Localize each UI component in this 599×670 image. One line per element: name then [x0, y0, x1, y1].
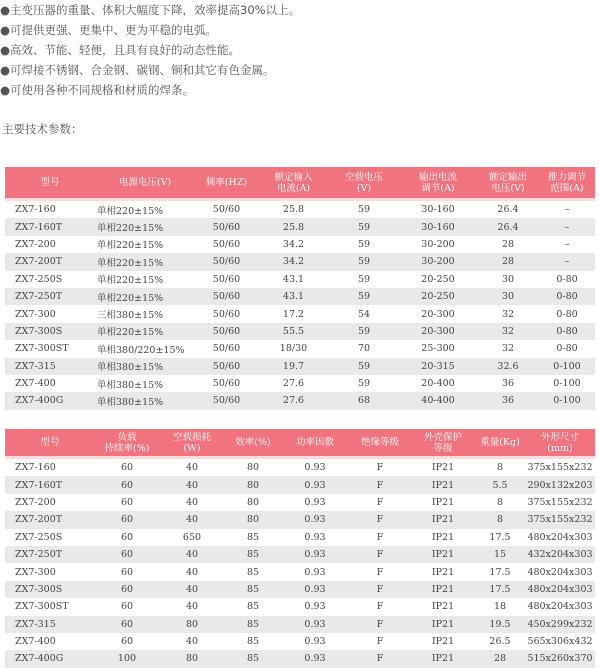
table-cell: F [349, 476, 411, 493]
table-cell: 34.2 [258, 253, 329, 270]
table-cell: 19.5 [475, 616, 525, 633]
table-row [5, 323, 595, 340]
column-header [5, 429, 95, 458]
table-cell: IP21 [411, 581, 475, 598]
feature-item: ●可提供更强、更集中、更为平稳的电弧。 [0, 23, 218, 37]
table-cell: 59 [329, 253, 399, 270]
feature-item: ●可使用各种不同规格和材质的焊条。 [0, 83, 195, 97]
table-cell: 565x306x432 [525, 633, 595, 650]
table-cell: 40 [159, 563, 225, 580]
table-cell: 17.5 [475, 581, 525, 598]
table-cell: 0-100 [539, 392, 595, 409]
table-cell: 0.93 [281, 511, 349, 528]
table-cell: 50/60 [195, 392, 258, 409]
table-cell: 50/60 [195, 271, 258, 288]
table-cell: 0-80 [539, 305, 595, 322]
column-header-text: 输出电流 [418, 171, 457, 183]
table-cell: F [349, 494, 411, 511]
column-header-text: 持续率(%) [104, 442, 150, 454]
table-cell: 单相380±15% [95, 375, 195, 392]
table-cell: 40 [159, 598, 225, 615]
table-cell: 85 [225, 616, 281, 633]
table-cell: ZX7-200 [5, 494, 95, 511]
table-cell: 68 [329, 392, 399, 409]
column-header-text: 推力调节 [547, 171, 586, 183]
table-cell: 34.2 [258, 236, 329, 253]
table-cell: 60 [95, 529, 159, 546]
table-cell: 单相220±15% [95, 218, 195, 235]
table-cell: 30 [477, 288, 539, 305]
table-cell: IP21 [411, 529, 475, 546]
table-cell: – [539, 218, 595, 235]
table-cell: 5.5 [475, 476, 525, 493]
table-row [5, 511, 595, 528]
table-row [5, 271, 595, 288]
table-cell: 32 [477, 305, 539, 322]
column-header-text: 电压(V) [491, 182, 525, 194]
table-cell: 85 [225, 563, 281, 580]
column-header [411, 429, 475, 458]
table-cell: 59 [329, 288, 399, 305]
table-cell: 50/60 [195, 236, 258, 253]
table-cell: 0.93 [281, 598, 349, 615]
table-cell: – [539, 236, 595, 253]
params-title: 主要技术参数： [2, 122, 83, 136]
table-cell: 85 [225, 633, 281, 650]
table-cell: ZX7-200T [5, 511, 95, 528]
table-cell: 43.1 [258, 288, 329, 305]
table-cell: 59 [329, 236, 399, 253]
table-cell: – [539, 253, 595, 270]
table-cell: 40 [159, 633, 225, 650]
column-header-text: 效率(%) [235, 437, 271, 448]
table-cell: 480x204x303 [525, 598, 595, 615]
table-cell: 30-200 [399, 253, 477, 270]
table-row [5, 200, 595, 219]
table-cell: 80 [225, 476, 281, 493]
table-cell: ZX7-300ST [5, 340, 95, 357]
feature-item: ●高效、节能、轻便，且具有良好的动态性能。 [0, 43, 241, 57]
table-cell: 32.6 [477, 358, 539, 375]
table-cell: 0-80 [539, 340, 595, 357]
column-header [258, 167, 329, 200]
table-cell: 50/60 [195, 305, 258, 322]
feature-item: ●可焊接不锈钢、合金钢、碳钢、铜和其它有色金属。 [0, 63, 275, 77]
table-cell: 80 [225, 494, 281, 511]
column-header [5, 167, 95, 200]
column-header-text: 负载 [117, 431, 137, 443]
table-cell: 26.4 [477, 218, 539, 235]
column-header-text: 电源电压(V) [118, 177, 172, 188]
table-cell: 50/60 [195, 340, 258, 357]
table-cell: 55.5 [258, 323, 329, 340]
column-header [349, 429, 411, 458]
table-cell: 18/30 [258, 340, 329, 357]
table-cell: 375x155x232 [525, 494, 595, 511]
table-cell: 17.5 [475, 529, 525, 546]
table-cell: 50/60 [195, 218, 258, 235]
table-cell: 20-250 [399, 271, 477, 288]
table-cell: 0-100 [539, 358, 595, 375]
table-cell: 30-200 [399, 236, 477, 253]
table-cell: 18 [475, 598, 525, 615]
table-cell: 85 [225, 581, 281, 598]
table-cell: 50/60 [195, 358, 258, 375]
column-header-text: (V) [356, 182, 372, 194]
table-cell: 0.93 [281, 650, 349, 667]
feature-list [0, 0, 300, 100]
table-cell: 375x155x232 [525, 511, 595, 528]
table-cell: 450x299x232 [525, 616, 595, 633]
table-cell: 40 [159, 581, 225, 598]
table-cell: 515x260x370 [525, 650, 595, 667]
table-cell: 0-80 [539, 323, 595, 340]
table-cell: 85 [225, 529, 281, 546]
table-cell: 28 [477, 236, 539, 253]
column-header [525, 429, 595, 458]
table-cell: 290x132x203 [525, 476, 595, 493]
column-header [159, 429, 225, 458]
table-cell: 36 [477, 375, 539, 392]
feature-item: ●主变压器的重量、体积大幅度下降，效率提高30%以上。 [0, 3, 301, 17]
column-header [399, 167, 477, 200]
column-header-text: 空载电压 [344, 171, 383, 183]
column-header-text: 范围(A) [550, 182, 584, 194]
column-header-text: 额定输出 [488, 171, 527, 183]
table-cell: 30 [477, 271, 539, 288]
table-cell: ZX7-160T [5, 476, 95, 493]
table-row [5, 392, 595, 409]
table-row [5, 288, 595, 305]
column-header-text: 频率(HZ) [205, 177, 248, 188]
column-header [95, 167, 195, 200]
table-cell: 80 [159, 616, 225, 633]
table-cell: IP21 [411, 650, 475, 667]
table-cell: 0.93 [281, 476, 349, 493]
table-cell: 三相380±15% [95, 305, 195, 322]
column-header-text: (mm) [547, 442, 573, 454]
column-header [539, 167, 595, 200]
table-cell: 50/60 [195, 375, 258, 392]
table-cell: ZX7-160 [5, 458, 95, 477]
table-cell: 59 [329, 358, 399, 375]
table-row [5, 458, 595, 477]
column-header-text: 重量(Kg) [480, 437, 520, 448]
column-header-text: 型号 [40, 177, 60, 188]
table-cell: 50/60 [195, 288, 258, 305]
table-cell: 40 [159, 476, 225, 493]
table-cell: 单相220±15% [95, 271, 195, 288]
table-cell: 50/60 [195, 200, 258, 219]
table-cell: 650 [159, 529, 225, 546]
table-cell: 32 [477, 323, 539, 340]
table-cell: 85 [225, 598, 281, 615]
table-cell: F [349, 650, 411, 667]
column-header-text: 额定输入 [274, 171, 313, 183]
column-header [225, 429, 281, 458]
table-cell: F [349, 563, 411, 580]
table-cell: ZX7-250T [5, 288, 95, 305]
table-cell: ZX7-315 [5, 616, 95, 633]
table-cell: 59 [329, 218, 399, 235]
table-cell: IP21 [411, 563, 475, 580]
table-cell: 60 [95, 563, 159, 580]
table-cell: 25-300 [399, 340, 477, 357]
table-cell: 25.8 [258, 200, 329, 219]
table-cell: ZX7-315 [5, 358, 95, 375]
table-cell: F [349, 529, 411, 546]
column-header [95, 429, 159, 458]
table-cell: ZX7-200T [5, 253, 95, 270]
table-cell: 0.93 [281, 633, 349, 650]
table-row [5, 616, 595, 633]
table-cell: 480x204x303 [525, 563, 595, 580]
table-cell: 59 [329, 271, 399, 288]
column-header-text: 绝缘等级 [360, 437, 399, 448]
table-cell: 480x204x303 [525, 581, 595, 598]
column-header [329, 167, 399, 200]
table-cell: 80 [225, 458, 281, 477]
table-cell: ZX7-400 [5, 375, 95, 392]
table-cell: ZX7-250S [5, 271, 95, 288]
table-cell: 100 [95, 650, 159, 667]
spec-table-physical [5, 429, 595, 668]
column-header-text: (W) [183, 442, 201, 454]
column-header [195, 167, 258, 200]
table-row [5, 650, 595, 667]
table-cell: 单相220±15% [95, 288, 195, 305]
table-cell: IP21 [411, 546, 475, 563]
table-cell: 60 [95, 598, 159, 615]
table-cell: 54 [329, 305, 399, 322]
table-cell: 50/60 [195, 323, 258, 340]
table-cell: IP21 [411, 598, 475, 615]
table-cell: 0.93 [281, 494, 349, 511]
table-cell: 8 [475, 511, 525, 528]
column-header [477, 167, 539, 200]
table-cell: 40 [159, 546, 225, 563]
table-cell: 480x204x303 [525, 529, 595, 546]
table-cell: 单相380±15% [95, 392, 195, 409]
table-cell: 0-100 [539, 375, 595, 392]
table-cell: 43.1 [258, 271, 329, 288]
table-cell: 26.5 [475, 633, 525, 650]
table-cell: F [349, 546, 411, 563]
table-cell: 0.93 [281, 563, 349, 580]
table-cell: F [349, 458, 411, 477]
table-cell: 32 [477, 340, 539, 357]
table-cell: 单相380±15% [95, 358, 195, 375]
table-row [5, 598, 595, 615]
table-cell: ZX7-300 [5, 305, 95, 322]
table-cell: ZX7-300S [5, 581, 95, 598]
table-cell: F [349, 511, 411, 528]
table-cell: 17.2 [258, 305, 329, 322]
table-row [5, 375, 595, 392]
table-cell: – [539, 200, 595, 219]
table-cell: 60 [95, 511, 159, 528]
table-cell: IP21 [411, 616, 475, 633]
table-cell: 单相220±15% [95, 253, 195, 270]
column-header [475, 429, 525, 458]
table-row [5, 546, 595, 563]
table-cell: 28 [477, 253, 539, 270]
table-cell: 单相220±15% [95, 236, 195, 253]
table-row [5, 236, 595, 253]
table-cell: 59 [329, 200, 399, 219]
table-cell: 40-400 [399, 392, 477, 409]
table-cell: 25.8 [258, 218, 329, 235]
table-cell: IP21 [411, 511, 475, 528]
table-cell: 0.93 [281, 546, 349, 563]
table-row [5, 340, 595, 357]
table-cell: 0.93 [281, 581, 349, 598]
table-cell: 30-160 [399, 200, 477, 219]
table-cell: 单相380/220±15% [95, 340, 195, 357]
table-cell: 60 [95, 476, 159, 493]
table-cell: 60 [95, 458, 159, 477]
table-cell: ZX7-160T [5, 218, 95, 235]
column-header [281, 429, 349, 458]
table-cell: IP21 [411, 476, 475, 493]
table-cell: 60 [95, 633, 159, 650]
table-cell: 8 [475, 458, 525, 477]
table-cell: 40 [159, 511, 225, 528]
table-cell: 单相220±15% [95, 200, 195, 219]
table-cell: ZX7-200 [5, 236, 95, 253]
table-cell: ZX7-300S [5, 323, 95, 340]
table-cell: F [349, 598, 411, 615]
table-cell: 0-80 [539, 271, 595, 288]
table-cell: 50/60 [195, 253, 258, 270]
table-cell: 40 [159, 458, 225, 477]
table-cell: IP21 [411, 633, 475, 650]
table-cell: 19.7 [258, 358, 329, 375]
table-cell: ZX7-250S [5, 529, 95, 546]
table-cell: 20-300 [399, 323, 477, 340]
table-cell: 26.4 [477, 200, 539, 219]
table-header-row [5, 167, 595, 200]
table-cell: 375x155x232 [525, 458, 595, 477]
table-cell: ZX7-300ST [5, 598, 95, 615]
table-cell: 80 [159, 650, 225, 667]
table-cell: ZX7-160 [5, 200, 95, 219]
table-cell: ZX7-300 [5, 563, 95, 580]
table-row [5, 305, 595, 322]
table-cell: 单相220±15% [95, 323, 195, 340]
table-row [5, 563, 595, 580]
table-row [5, 581, 595, 598]
table-row [5, 218, 595, 235]
column-header-text: 型号 [40, 437, 60, 448]
column-header-text: 功率因数 [295, 437, 334, 448]
table-cell: 60 [95, 546, 159, 563]
column-header-text: 外形尺寸 [540, 431, 579, 443]
table-cell: 36 [477, 392, 539, 409]
table-cell: 70 [329, 340, 399, 357]
table-cell: 0.93 [281, 458, 349, 477]
table-row [5, 633, 595, 650]
table-cell: 85 [225, 546, 281, 563]
table-cell: 60 [95, 616, 159, 633]
table-cell: ZX7-400 [5, 633, 95, 650]
table-row [5, 253, 595, 270]
table-cell: 85 [225, 650, 281, 667]
table-row [5, 529, 595, 546]
column-header-text: 外壳保护 [423, 431, 462, 443]
table-cell: 17.5 [475, 563, 525, 580]
table-cell: 28 [475, 650, 525, 667]
table-cell: 20-315 [399, 358, 477, 375]
table-cell: 59 [329, 323, 399, 340]
table-cell: 15 [475, 546, 525, 563]
table-cell: 40 [159, 494, 225, 511]
table-cell: IP21 [411, 494, 475, 511]
table-cell: 60 [95, 494, 159, 511]
column-header-text: 电流(A) [276, 182, 311, 194]
table-cell: 0.93 [281, 616, 349, 633]
column-header-text: 空载损耗 [172, 431, 211, 443]
table-cell: 60 [95, 581, 159, 598]
table-header-row [5, 429, 595, 458]
table-row [5, 494, 595, 511]
table-cell: ZX7-400G [5, 392, 95, 409]
table-cell: 27.6 [258, 375, 329, 392]
table-cell: 80 [225, 511, 281, 528]
table-cell: 59 [329, 375, 399, 392]
spec-table-electrical [5, 167, 595, 410]
table-cell: 0.93 [281, 529, 349, 546]
table-cell: ZX7-250T [5, 546, 95, 563]
table-cell: 20-250 [399, 288, 477, 305]
table-cell: IP21 [411, 458, 475, 477]
table-cell: F [349, 633, 411, 650]
table-cell: 432x204x303 [525, 546, 595, 563]
table-row [5, 358, 595, 375]
table-cell: F [349, 581, 411, 598]
table-cell: 0-80 [539, 288, 595, 305]
table-cell: 27.6 [258, 392, 329, 409]
table-cell: 20-400 [399, 375, 477, 392]
table-cell: ZX7-400G [5, 650, 95, 667]
table-cell: 30-160 [399, 218, 477, 235]
column-header-text: 等级 [433, 442, 453, 454]
table-cell: 20-300 [399, 305, 477, 322]
table-row [5, 476, 595, 493]
table-cell: F [349, 616, 411, 633]
column-header-text: 调节(A) [421, 182, 455, 194]
table-cell: 8 [475, 494, 525, 511]
